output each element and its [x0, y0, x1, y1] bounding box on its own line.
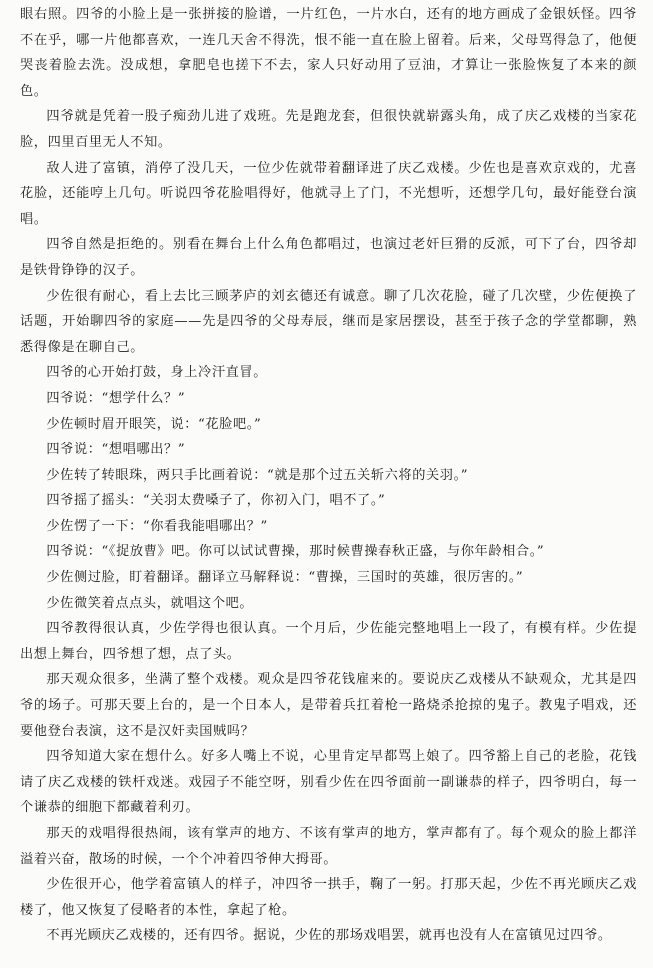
paragraph-6: 四爷的心开始打鼓，身上冷汗直冒。 — [46, 365, 267, 381]
paragraph-8: 少佐顿时眉开眼笑，说：“花脸吧。” — [46, 416, 262, 432]
paragraph-5: 少佐很有耐心，看上去比三顾茅庐的刘玄德还有诚意。聊了几次花脸，碰了几次壁，少佐便换了话题，开始聊四爷的家庭——先是四爷的父母寿辰，继而是家居摆设，甚至于孩子念的学堂都聊，熟悉得像是在聊自己。 — [20, 288, 637, 355]
paragraph-13: 四爷说：“《捉放曹》吧。你可以试试曹操，那时候曹操春秋正盛，与你年龄相合。” — [46, 544, 545, 560]
paragraph-10: 少佐转了转眼珠，两只手比画着说：“就是那个过五关斩六将的关羽。” — [46, 467, 469, 483]
paragraph-17: 那天观众很多，坐满了整个戏楼。观众是四爷花钱雇来的。要说庆乙戏楼从不缺观众，尤其是四爷的场子。可那天要上台的，是一个日本人，是带着兵扛着枪一路烧杀抢掠的鬼子。教鬼子唱戏，还要他登台表演，这不是汉奸卖国贼吗？ — [20, 672, 637, 739]
paragraph-4: 四爷自然是拒绝的。别看在舞台上什么角色都唱过，也演过老奸巨猾的反派，可下了台，四爷却是铁骨铮铮的汉子。 — [20, 237, 637, 278]
paragraph-1: 眼右照。四爷的小脸上是一张拼接的脸谱，一片红色，一片水白，还有的地方画成了金银妖怪。四爷不在乎，哪一片他都喜欢，一连几天舍不得洗，恨不能一直在脸上留着。后来，父母骂得急了，他便哭丧着脸去洗。没成想，拿肥皂也搓下不去，家人只好动用了豆油，才算让一张脸恢复了本来的颜色。 — [20, 7, 637, 99]
paragraph-7: 四爷说：“想学什么？” — [46, 390, 186, 406]
paragraph-12: 少佐愣了一下：“你看我能唱哪出？” — [46, 518, 268, 534]
paragraph-18: 四爷知道大家在想什么。好多人嘴上不说，心里肯定早都骂上娘了。四爷豁上自己的老脸，花钱请了庆乙戏楼的铁杆戏迷。戏园子不能空呀，别看少佐在四爷面前一副谦恭的样子，四爷明白，每一个谦恭的细胞下都藏着利刃。 — [20, 749, 637, 816]
paragraph-2: 四爷就是凭着一股子痴劲儿进了戏班。先是跑龙套，但很快就崭露头角，成了庆乙戏楼的当家花脸，四里百里无人不知。 — [20, 109, 637, 150]
paragraph-21: 不再光顾庆乙戏楼的，还有四爷。据说，少佐的那场戏唱罢，就再也没有人在富镇见过四爷。 — [46, 928, 612, 944]
paragraph-19: 那天的戏唱得很热闹，该有掌声的地方、不该有掌声的地方，掌声都有了。每个观众的脸上都洋溢着兴奋，散场的时候，一个个冲着四爷伸大拇哥。 — [20, 826, 637, 867]
paragraph-9: 四爷说：“想唱哪出？” — [46, 442, 186, 458]
paragraph-11: 四爷摇了摇头：“关羽太费嗓子了，你初入门，唱不了。” — [46, 493, 386, 509]
paragraph-15: 少佐微笑着点点头，就唱这个吧。 — [46, 595, 254, 611]
paragraph-20: 少佐很开心，他学着富镇人的样子，冲四爷一拱手，鞠了一躬。打那天起，少佐不再光顾庆乙戏楼了，他又恢复了侵略者的本性，拿起了枪。 — [20, 877, 637, 918]
paragraph-16: 四爷教得很认真，少佐学得也很认真。一个月后，少佐能完整地唱上一段了，有模有样。少佐提出想上舞台，四爷想了想，点了头。 — [20, 621, 637, 662]
paragraph-14: 少佐侧过脸，盯着翻译。翻译立马解释说：“曹操，三国时的英雄，很厉害的。” — [46, 570, 524, 586]
paragraph-3: 敌人进了富镇，消停了没几天，一位少佐就带着翻译进了庆乙戏楼。少佐也是喜欢京戏的，尤喜花脸，还能哼上几句。听说四爷花脸唱得好，他就寻上了门，不光想听，还想学几句，最好能登台演唱。 — [20, 160, 637, 227]
